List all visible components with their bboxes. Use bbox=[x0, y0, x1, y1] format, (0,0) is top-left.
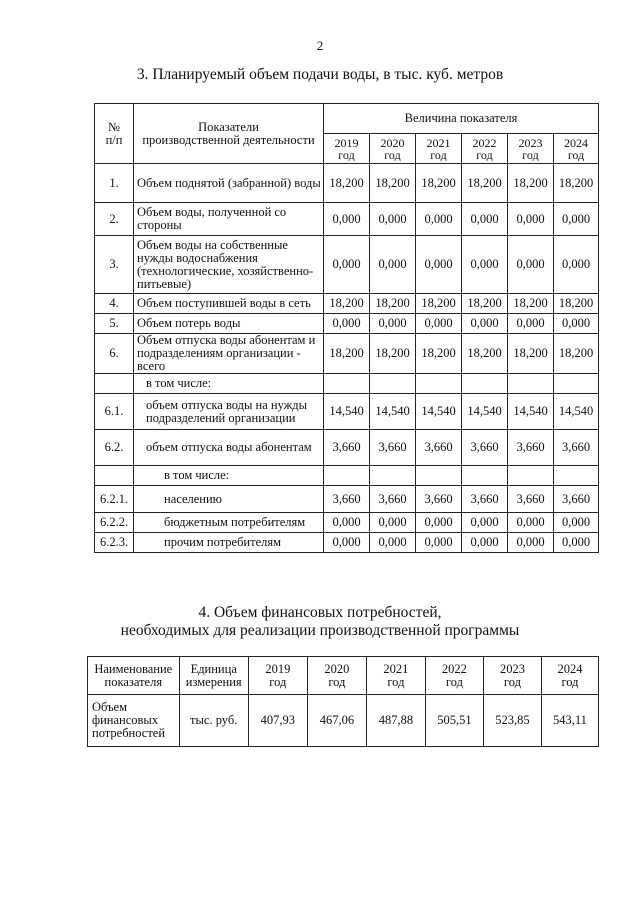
row-name: объем отпуска воды абонентам bbox=[134, 430, 324, 466]
fin-row-value: 505,51 bbox=[425, 695, 483, 747]
row-num: 6.2.3. bbox=[95, 533, 134, 553]
row-name: объем отпуска воды на нужды подразделений организации bbox=[134, 394, 324, 430]
row-value: 0,000 bbox=[554, 314, 599, 334]
row-value: 0,000 bbox=[508, 533, 554, 553]
row-value: 0,000 bbox=[416, 314, 462, 334]
table-row bbox=[95, 466, 599, 486]
fin-header-year-2021 bbox=[366, 657, 425, 695]
row-value: 18,200 bbox=[370, 294, 416, 314]
row-value: 0,000 bbox=[508, 203, 554, 236]
header-year-2019 bbox=[324, 134, 370, 164]
row-value: 0,000 bbox=[370, 533, 416, 553]
row-value: 14,540 bbox=[324, 394, 370, 430]
header-year-value: 2020 bbox=[380, 135, 405, 150]
row-value: 3,660 bbox=[416, 486, 462, 513]
row-value: 0,000 bbox=[324, 314, 370, 334]
row-value: 0,000 bbox=[324, 203, 370, 236]
row-value: 18,200 bbox=[324, 294, 370, 314]
header-year-suffix: год bbox=[338, 147, 355, 162]
row-value: 18,200 bbox=[508, 334, 554, 374]
row-value: 18,200 bbox=[508, 164, 554, 203]
row-value: 0,000 bbox=[462, 314, 508, 334]
row-num: 3. bbox=[95, 236, 134, 294]
fin-header-year-suffix: год bbox=[387, 674, 405, 689]
fin-row-name: Объем финансовых потребностей bbox=[88, 695, 180, 747]
row-value: 0,000 bbox=[462, 513, 508, 533]
row-value bbox=[370, 374, 416, 394]
row-num bbox=[95, 466, 134, 486]
fin-header-year-suffix: год bbox=[503, 674, 521, 689]
row-value: 3,660 bbox=[462, 430, 508, 466]
row-value: 0,000 bbox=[324, 533, 370, 553]
row-value: 3,660 bbox=[508, 486, 554, 513]
fin-header-unit: Единица измерения bbox=[179, 657, 248, 695]
header-year-suffix: год bbox=[384, 147, 401, 162]
table-row bbox=[95, 374, 599, 394]
row-value: 3,660 bbox=[370, 430, 416, 466]
row-num: 5. bbox=[95, 314, 134, 334]
row-value: 3,660 bbox=[508, 430, 554, 466]
table-row bbox=[95, 203, 599, 236]
row-value: 3,660 bbox=[554, 486, 599, 513]
table-row bbox=[95, 164, 599, 203]
row-value: 0,000 bbox=[416, 513, 462, 533]
row-name: в том числе: bbox=[134, 374, 324, 394]
row-name: бюджетным потребителям bbox=[134, 513, 324, 533]
header-year-2020 bbox=[370, 134, 416, 164]
row-value: 0,000 bbox=[370, 236, 416, 294]
page-number: 2 bbox=[316, 38, 324, 53]
row-num: 1. bbox=[95, 164, 134, 203]
row-value: 18,200 bbox=[508, 294, 554, 314]
row-value bbox=[324, 466, 370, 486]
row-value bbox=[508, 374, 554, 394]
header-year-value: 2024 bbox=[564, 135, 589, 150]
row-value: 0,000 bbox=[462, 203, 508, 236]
row-name: Объем отпуска воды абонентам и подразделениям организации - всего bbox=[134, 334, 324, 374]
fin-header-name: Наименование показателя bbox=[88, 657, 180, 695]
row-num: 6.2.2. bbox=[95, 513, 134, 533]
header-year-value: 2019 bbox=[334, 135, 359, 150]
row-value: 0,000 bbox=[554, 203, 599, 236]
row-value: 3,660 bbox=[324, 430, 370, 466]
fin-header-year-value: 2024 bbox=[557, 661, 583, 676]
fin-header-year-value: 2021 bbox=[383, 661, 409, 676]
table-row bbox=[95, 236, 599, 294]
row-value: 0,000 bbox=[370, 513, 416, 533]
fin-header-year-2020 bbox=[307, 657, 366, 695]
table-row bbox=[95, 314, 599, 334]
header-num: № п/п bbox=[95, 104, 134, 164]
header-name: Показатели производственной деятельности bbox=[134, 104, 324, 164]
row-value: 18,200 bbox=[554, 164, 599, 203]
row-value: 0,000 bbox=[324, 513, 370, 533]
header-year-suffix: год bbox=[567, 147, 585, 162]
row-name: Объем потерь воды bbox=[134, 314, 324, 334]
fin-header-year-value: 2023 bbox=[499, 661, 525, 676]
fin-row-unit: тыс. руб. bbox=[179, 695, 248, 747]
row-value: 14,540 bbox=[370, 394, 416, 430]
row-value: 18,200 bbox=[554, 294, 599, 314]
row-value: 0,000 bbox=[508, 314, 554, 334]
row-value bbox=[416, 466, 462, 486]
row-value: 0,000 bbox=[416, 203, 462, 236]
row-name: Объем воды на собственные нужды водоснабжения (технологические, хозяйственно-питьевые) bbox=[134, 236, 324, 294]
row-value: 0,000 bbox=[554, 513, 599, 533]
fin-header-year-value: 2020 bbox=[324, 661, 350, 676]
header-year-2022 bbox=[462, 134, 508, 164]
header-year-2021 bbox=[416, 134, 462, 164]
row-value: 0,000 bbox=[416, 533, 462, 553]
fin-header-year-suffix: год bbox=[269, 674, 287, 689]
row-value bbox=[508, 466, 554, 486]
row-value: 18,200 bbox=[554, 334, 599, 374]
row-value bbox=[554, 374, 599, 394]
header-year-suffix: год bbox=[430, 147, 447, 162]
row-name: Объем воды, полученной со стороны bbox=[134, 203, 324, 236]
section-4-title: 4. Объем финансовых потребностей, необходимых для реализации производственной программы bbox=[120, 604, 520, 639]
row-value: 18,200 bbox=[416, 294, 462, 314]
row-num: 4. bbox=[95, 294, 134, 314]
header-year-value: 2021 bbox=[426, 135, 451, 150]
row-value: 18,200 bbox=[324, 164, 370, 203]
row-value: 18,200 bbox=[416, 334, 462, 374]
table-row bbox=[95, 513, 599, 533]
row-value: 18,200 bbox=[324, 334, 370, 374]
row-value bbox=[416, 374, 462, 394]
fin-row-value: 467,06 bbox=[307, 695, 366, 747]
row-value: 3,660 bbox=[462, 486, 508, 513]
table-row bbox=[95, 430, 599, 466]
row-name: прочим потребителям bbox=[134, 533, 324, 553]
row-num bbox=[95, 374, 134, 394]
row-value: 0,000 bbox=[508, 513, 554, 533]
row-value: 0,000 bbox=[324, 236, 370, 294]
fin-row-value: 407,93 bbox=[248, 695, 307, 747]
row-value bbox=[462, 374, 508, 394]
header-group: Величина показателя bbox=[324, 104, 599, 134]
section-3-title: 3. Планируемый объем подачи воды, в тыс. куб. метров bbox=[136, 66, 504, 83]
row-value: 14,540 bbox=[462, 394, 508, 430]
row-value: 3,660 bbox=[324, 486, 370, 513]
row-value: 0,000 bbox=[554, 236, 599, 294]
row-value: 18,200 bbox=[416, 164, 462, 203]
fin-header-year-2019 bbox=[248, 657, 307, 695]
fin-header-year-suffix: год bbox=[328, 674, 346, 689]
row-value: 14,540 bbox=[416, 394, 462, 430]
header-year-value: 2023 bbox=[518, 135, 543, 150]
table-row bbox=[95, 486, 599, 513]
row-value bbox=[370, 466, 416, 486]
row-value: 18,200 bbox=[370, 334, 416, 374]
fin-header-year-2024 bbox=[541, 657, 598, 695]
row-value bbox=[324, 374, 370, 394]
row-value: 0,000 bbox=[462, 533, 508, 553]
row-num: 6.2. bbox=[95, 430, 134, 466]
table-row bbox=[95, 294, 599, 314]
row-value: 0,000 bbox=[370, 203, 416, 236]
row-value bbox=[462, 466, 508, 486]
row-num: 6.1. bbox=[95, 394, 134, 430]
row-value: 3,660 bbox=[416, 430, 462, 466]
row-value: 14,540 bbox=[554, 394, 599, 430]
row-value: 3,660 bbox=[370, 486, 416, 513]
fin-header-year-2023 bbox=[483, 657, 541, 695]
row-value: 18,200 bbox=[370, 164, 416, 203]
row-value: 3,660 bbox=[554, 430, 599, 466]
financial-needs-table bbox=[87, 656, 599, 747]
row-value: 14,540 bbox=[508, 394, 554, 430]
fin-row-value: 523,85 bbox=[483, 695, 541, 747]
header-year-suffix: год bbox=[522, 147, 539, 162]
row-value: 0,000 bbox=[370, 314, 416, 334]
row-name: Объем поступившей воды в сеть bbox=[134, 294, 324, 314]
header-year-value: 2022 bbox=[472, 135, 497, 150]
row-num: 6.2.1. bbox=[95, 486, 134, 513]
row-value: 0,000 bbox=[416, 236, 462, 294]
row-value: 0,000 bbox=[508, 236, 554, 294]
fin-row-value: 487,88 bbox=[366, 695, 425, 747]
water-supply-table bbox=[94, 103, 599, 553]
table-row bbox=[95, 334, 599, 374]
fin-header-year-value: 2019 bbox=[265, 661, 291, 676]
row-value: 18,200 bbox=[462, 164, 508, 203]
fin-header-year-2022 bbox=[425, 657, 483, 695]
row-name: Объем поднятой (забранной) воды bbox=[134, 164, 324, 203]
fin-header-year-value: 2022 bbox=[441, 661, 467, 676]
row-name: в том числе: bbox=[134, 466, 324, 486]
row-num: 2. bbox=[95, 203, 134, 236]
header-year-suffix: год bbox=[476, 147, 493, 162]
fin-header-year-suffix: год bbox=[445, 674, 463, 689]
table-row bbox=[95, 394, 599, 430]
row-value: 0,000 bbox=[554, 533, 599, 553]
row-value: 18,200 bbox=[462, 294, 508, 314]
row-name: населению bbox=[134, 486, 324, 513]
row-value bbox=[554, 466, 599, 486]
row-num: 6. bbox=[95, 334, 134, 374]
fin-row-value: 543,11 bbox=[541, 695, 598, 747]
fin-header-year-suffix: год bbox=[561, 674, 579, 689]
header-year-2023 bbox=[508, 134, 554, 164]
header-year-2024 bbox=[554, 134, 599, 164]
row-value: 18,200 bbox=[462, 334, 508, 374]
row-value: 0,000 bbox=[462, 236, 508, 294]
table-row bbox=[95, 533, 599, 553]
